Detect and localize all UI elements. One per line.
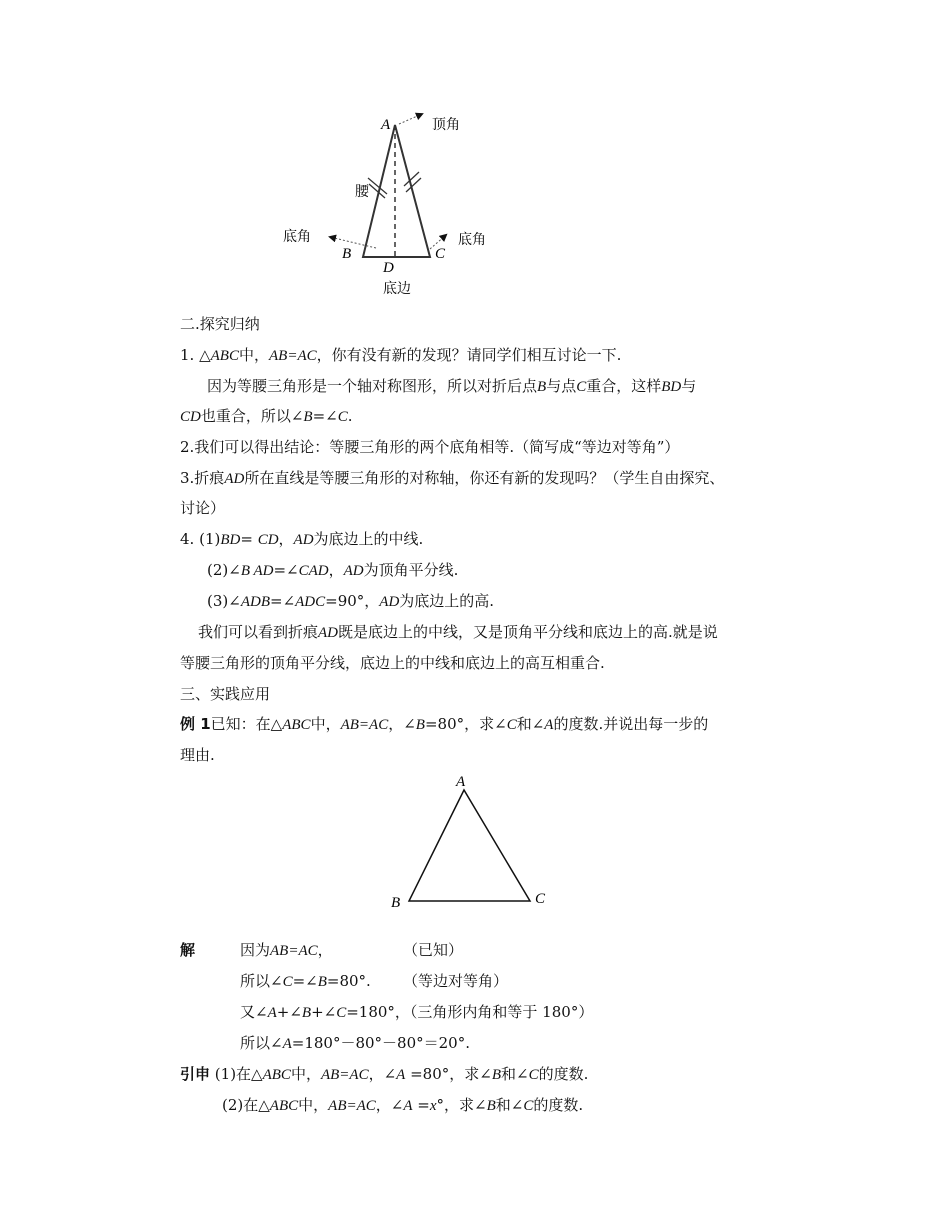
extension-line-2: (2)在△ABC中，AB=AC，∠A =x°，求∠B和∠C的度数. — [222, 1096, 584, 1114]
vertex-a-label: A — [381, 117, 391, 133]
item-3: 3.折痕AD所在直线是等腰三角形的对称轴，你还有新的发现吗？（学生自由探究、 — [180, 469, 725, 487]
tick-right-2 — [406, 178, 421, 192]
vertex-c-label: C — [435, 246, 446, 262]
fig2-vertex-c: C — [535, 891, 546, 907]
fig2-vertex-a: A — [456, 774, 466, 790]
item-1: 1. △ABC中，AB=AC，你有没有新的发现？请同学们相互讨论一下. — [180, 346, 622, 364]
item-4-3: (3)∠ADB=∠ADC=90°，AD为底边上的高. — [207, 592, 495, 610]
triangle-abc-diagram — [380, 768, 560, 918]
example-1-line-1: 例 1已知：在△ABC中，AB=AC，∠B=80°，求∠C和∠A的度数.并说出每一步的 — [180, 715, 709, 733]
item-2: 2.我们可以得出结论：等腰三角形的两个底角相等.（简写成“等边对等角”） — [180, 438, 680, 456]
point-d-label: D — [383, 260, 394, 276]
isosceles-triangle-diagram — [270, 100, 510, 300]
conclusion-line-2: 等腰三角形的顶角平分线，底边上的中线和底边上的高互相重合. — [180, 654, 605, 672]
explanation-line-1: 因为等腰三角形是一个轴对称图形，所以对折后点B与点C重合，这样BD与 — [207, 377, 697, 395]
triangle-outline — [363, 125, 430, 257]
item-4-1: 4. (1)BD= CD，AD为底边上的中线. — [180, 530, 424, 548]
fig2-vertex-b: B — [391, 895, 401, 911]
solution-line-3: 又∠A+∠B+∠C=180°，（三角形内角和等于 180°） — [240, 1003, 594, 1021]
vertex-angle-label: 顶角 — [432, 117, 460, 133]
solution-reason-2: （等边对等角） — [403, 972, 509, 990]
leg-label: 腰 — [355, 184, 369, 200]
base-label: 底边 — [383, 281, 411, 297]
extension-line-1: 引申 (1)在△ABC中，AB=AC，∠A =80°，求∠B和∠C的度数. — [180, 1065, 589, 1083]
solution-line-4: 所以∠A=180°－80°－80°＝20°. — [240, 1034, 470, 1052]
item-4-2: (2)∠B AD=∠CAD，AD为顶角平分线. — [207, 561, 459, 579]
example-label: 例 1 — [180, 715, 211, 733]
arrow-vertex-angle — [399, 114, 422, 124]
item-3-cont: 讨论） — [180, 499, 226, 517]
section2-title: 二.探究归纳 — [180, 315, 260, 333]
section3-title: 三、实践应用 — [180, 685, 271, 703]
conclusion-line-1: 我们可以看到折痕AD既是底边上的中线，又是顶角平分线和底边上的高.就是说 — [198, 623, 718, 641]
solution-line-1: 因为AB=AC， — [240, 941, 333, 959]
solution-reason-1: （已知） — [403, 941, 464, 959]
triangle-abc-outline — [409, 790, 530, 901]
base-angle-right-label: 底角 — [458, 232, 486, 248]
example-1-line-2: 理由. — [180, 746, 215, 764]
solution-line-2: 所以∠C=∠B=80°. — [240, 972, 371, 990]
explanation-line-2: CD也重合，所以∠B=∠C. — [180, 407, 353, 425]
arrow-base-angle-left — [330, 237, 376, 248]
base-angle-left-label: 底角 — [283, 229, 311, 245]
vertex-b-label: B — [342, 246, 352, 262]
solution-label: 解 — [180, 941, 196, 959]
extension-label: 引申 — [180, 1065, 211, 1083]
